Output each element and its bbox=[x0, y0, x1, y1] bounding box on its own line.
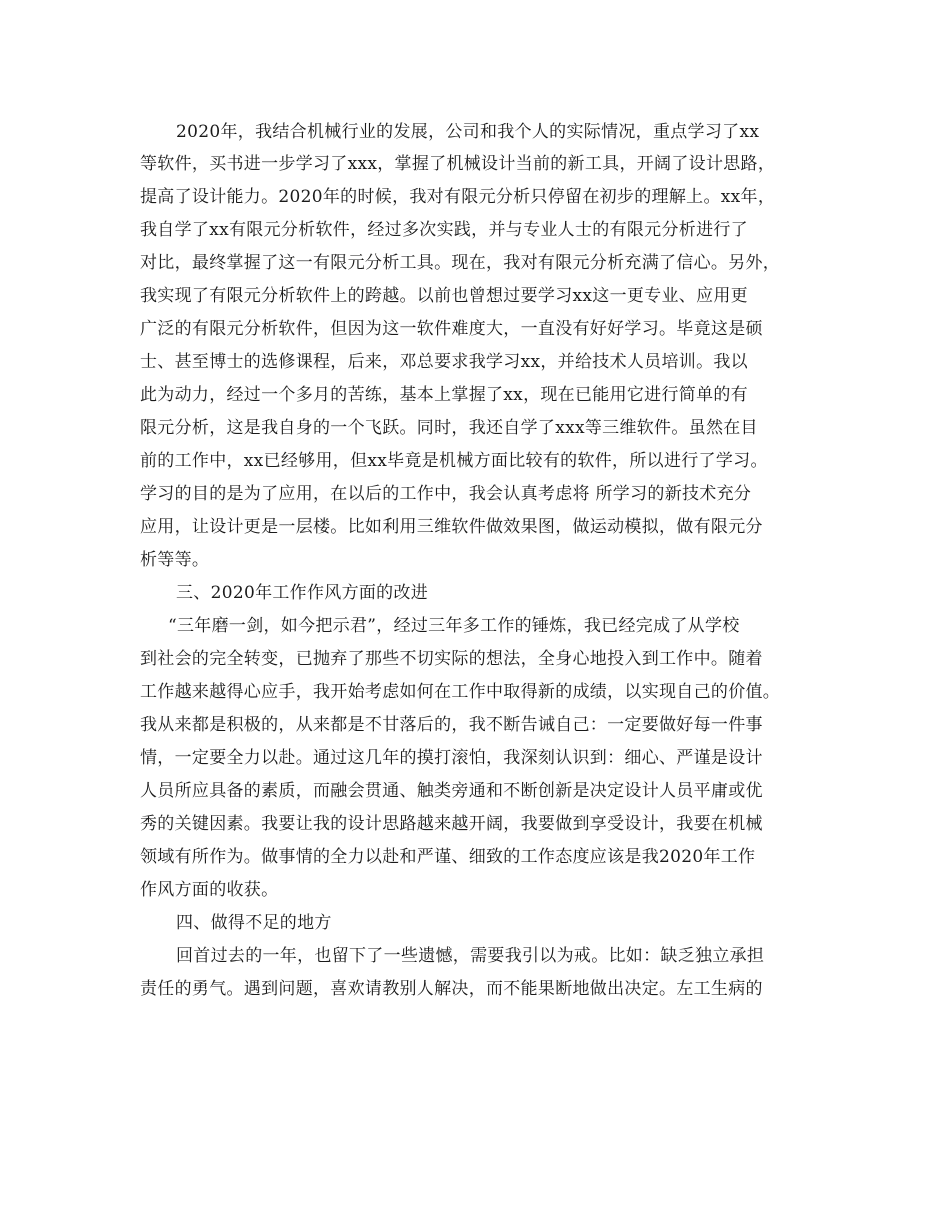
paragraph-line: 责任的勇气。遇到问题，喜欢请教别人解决，而不能果断地做出决定。左工生病的 bbox=[140, 979, 763, 999]
paragraph-line: 领域有所作为。做事情的全力以赴和严谨、细致的工作态度应该是我2020年工作 bbox=[140, 847, 756, 867]
paragraph-line: 我自学了xx有限元分析软件，经过多次实践，并与专业人士的有限元分析进行了 bbox=[140, 220, 748, 240]
paragraph-line: 学习的目的是为了应用，在以后的工作中，我会认真考虑将 所学习的新技术充分 bbox=[140, 484, 752, 504]
paragraph-line: 我从来都是积极的，从来都是不甘落后的，我不断告诫自己：一定要做好每一件事 bbox=[140, 715, 763, 735]
paragraph-line: “三年磨一剑，如今把示君”，经过三年多工作的锤炼，我已经完成了从学校 bbox=[168, 616, 740, 636]
paragraph-line: 此为动力，经过一个多月的苦练，基本上掌握了xx，现在已能用它进行简单的有 bbox=[140, 385, 748, 405]
section-heading: 四、做得不足的地方 bbox=[176, 913, 332, 933]
paragraph-line: 析等等。 bbox=[140, 550, 210, 570]
paragraph-line: 情，一定要全力以赴。通过这几年的摸打滚怕，我深刻认识到：细心、严谨是设计 bbox=[140, 748, 763, 768]
section-heading: 三、2020年工作作风方面的改进 bbox=[176, 583, 429, 603]
paragraph-line: 士、甚至博士的选修课程，后来，邓总要求我学习xx，并给技术人员培训。我以 bbox=[140, 352, 748, 372]
paragraph-line: 应用，让设计更是一层楼。比如利用三维软件做效果图，做运动模拟，做有限元分 bbox=[140, 517, 763, 537]
paragraph-line: 我实现了有限元分析软件上的跨越。以前也曾想过要学习xx这一更专业、应用更 bbox=[140, 286, 748, 306]
paragraph-line: 广泛的有限元分析软件，但因为这一软件难度大，一直没有好好学习。毕竟这是硕 bbox=[140, 319, 763, 339]
paragraph-line: 到社会的完全转变，已抛弃了那些不切实际的想法，全身心地投入到工作中。随着 bbox=[140, 649, 763, 669]
paragraph-line: 等软件，买书进一步学习了xxx，掌握了机械设计当前的新工具，开阔了设计思路， bbox=[140, 154, 776, 174]
paragraph-line: 人员所应具备的素质，而融会贯通、触类旁通和不断创新是决定设计人员平庸或优 bbox=[140, 781, 763, 801]
paragraph-line: 2020年，我结合机械行业的发展，公司和我个人的实际情况，重点学习了xx bbox=[176, 122, 760, 142]
paragraph-line: 前的工作中，xx已经够用，但xx毕竟是机械方面比较有的软件，所以进行了学习。 bbox=[140, 451, 768, 471]
paragraph-line: 提高了设计能力。2020年的时候，我对有限元分析只停留在初步的理解上。xx年， bbox=[140, 187, 776, 207]
paragraph-line: 秀的关键因素。我要让我的设计思路越来越开阔，我要做到享受设计，我要在机械 bbox=[140, 814, 763, 834]
paragraph-line: 对比，最终掌握了这一有限元分析工具。现在，我对有限元分析充满了信心。另外， bbox=[140, 253, 781, 273]
paragraph-line: 工作越来越得心应手，我开始考虑如何在工作中取得新的成绩，以实现自己的价值。 bbox=[140, 682, 781, 702]
paragraph-line: 回首过去的一年，也留下了一些遗憾，需要我引以为戒。比如：缺乏独立承担 bbox=[176, 946, 765, 966]
paragraph-line: 限元分析，这是我自身的一个飞跃。同时，我还自学了xxx等三维软件。虽然在目 bbox=[140, 418, 758, 438]
paragraph-line: 作风方面的收获。 bbox=[140, 880, 279, 900]
